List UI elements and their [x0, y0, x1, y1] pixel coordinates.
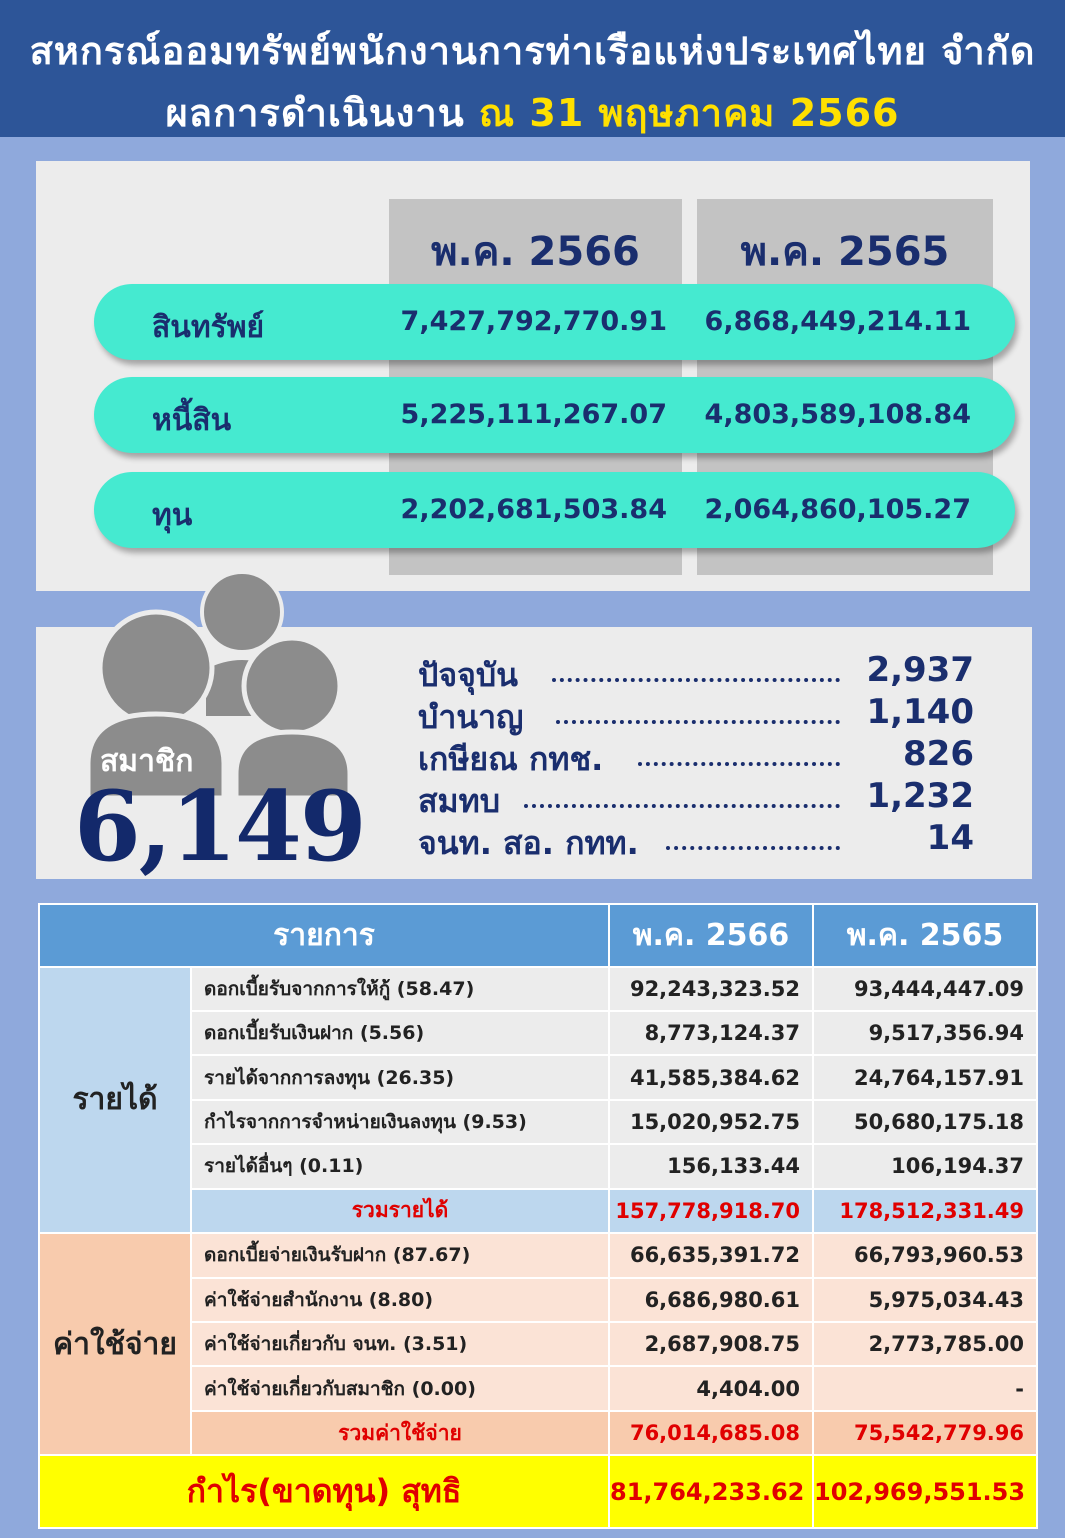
summary-value-2565: 2,064,860,105.27 — [704, 494, 971, 525]
row-value-2566: 66,635,391.72 — [609, 1233, 813, 1277]
summary-value-2566: 2,202,681,503.84 — [400, 494, 667, 525]
income-category: รายได้ — [39, 967, 191, 1234]
member-row-associate — [418, 776, 974, 818]
summary-label: หนี้สิน — [152, 403, 232, 438]
net-profit-label: กำไร(ขาดทุน) สุทธิ — [39, 1455, 609, 1528]
dotted-leader — [666, 842, 840, 850]
row-value-2565: 50,680,175.18 — [813, 1100, 1037, 1144]
table-row — [39, 1233, 1037, 1277]
summary-value-2565: 6,868,449,214.11 — [704, 306, 971, 337]
subtitle-date: ณ 31 พฤษภาคม 2566 — [478, 91, 900, 135]
balance-summary-panel — [36, 161, 1030, 591]
table-row — [39, 967, 1037, 1011]
dotted-leader — [552, 674, 840, 682]
summary-row-equity — [94, 472, 1015, 548]
row-item: ค่าใช้จ่ายเกี่ยวกับ จนท. (3.51) — [191, 1322, 609, 1366]
summary-value-2566: 5,225,111,267.07 — [400, 399, 667, 430]
expense-total-2565: 75,542,779.96 — [813, 1411, 1037, 1455]
header-2566: พ.ค. 2566 — [609, 904, 813, 967]
row-value-2566: 6,686,980.61 — [609, 1278, 813, 1322]
member-row-label: บำนาญ — [418, 698, 524, 736]
summary-label: ทุน — [152, 498, 193, 533]
row-item: กำไรจากการจำหน่ายเงินลงทุน (9.53) — [191, 1100, 609, 1144]
member-row-staff — [418, 818, 974, 860]
table-header-row — [39, 904, 1037, 967]
dotted-leader — [556, 716, 840, 724]
income-total-2565: 178,512,331.49 — [813, 1189, 1037, 1233]
expense-category: ค่าใช้จ่าย — [39, 1233, 191, 1455]
row-value-2566: 2,687,908.75 — [609, 1322, 813, 1366]
member-row-value: 2,937 — [866, 650, 974, 690]
row-value-2565: 66,793,960.53 — [813, 1233, 1037, 1277]
member-row-value: 1,232 — [866, 776, 974, 816]
row-value-2566: 4,404.00 — [609, 1366, 813, 1410]
income-total-label: รวมรายได้ — [191, 1189, 609, 1233]
row-value-2565: - — [813, 1366, 1037, 1410]
row-item: ดอกเบี้ยรับจากการให้กู้ (58.47) — [191, 967, 609, 1011]
expense-total-label: รวมค่าใช้จ่าย — [191, 1411, 609, 1455]
row-item: ดอกเบี้ยจ่ายเงินรับฝาก (87.67) — [191, 1233, 609, 1277]
member-row-value: 1,140 — [866, 692, 974, 732]
dotted-leader — [638, 758, 840, 766]
row-value-2565: 24,764,157.91 — [813, 1055, 1037, 1099]
row-item: รายได้อื่นๆ (0.11) — [191, 1144, 609, 1188]
row-item: ดอกเบี้ยรับเงินฝาก (5.56) — [191, 1011, 609, 1055]
member-row-current — [418, 650, 974, 692]
dotted-leader — [524, 800, 840, 808]
column-header-2565: พ.ค. 2565 — [740, 229, 950, 275]
member-row-label: ปัจจุบัน — [418, 656, 518, 694]
row-item: รายได้จากการลงทุน (26.35) — [191, 1055, 609, 1099]
row-item: ค่าใช้จ่ายเกี่ยวกับสมาชิก (0.00) — [191, 1366, 609, 1410]
page-subtitle — [0, 82, 1065, 143]
member-row-label: เกษียณ กทช. — [418, 740, 604, 778]
row-item: ค่าใช้จ่ายสำนักงาน (8.80) — [191, 1278, 609, 1322]
income-expense-table — [38, 903, 1038, 1529]
header-2565: พ.ค. 2565 — [813, 904, 1037, 967]
row-value-2565: 9,517,356.94 — [813, 1011, 1037, 1055]
subtitle-prefix: ผลการดำเนินงาน — [165, 91, 465, 135]
member-row-retired — [418, 734, 974, 776]
net-profit-2565: 102,969,551.53 — [813, 1455, 1037, 1528]
member-label: สมาชิก — [100, 744, 194, 779]
row-value-2566: 8,773,124.37 — [609, 1011, 813, 1055]
member-total: 6,149 — [74, 770, 365, 883]
member-row-label: สมทบ — [418, 782, 501, 820]
page-header — [0, 0, 1065, 137]
header-item: รายการ — [39, 904, 609, 967]
net-profit-row — [39, 1455, 1037, 1528]
column-header-2566: พ.ค. 2566 — [431, 229, 640, 275]
member-row-pension — [418, 692, 974, 734]
summary-value-2565: 4,803,589,108.84 — [704, 399, 971, 430]
row-value-2566: 92,243,323.52 — [609, 967, 813, 1011]
member-row-label: จนท. สอ. กทท. — [418, 824, 639, 862]
expense-total-2566: 76,014,685.08 — [609, 1411, 813, 1455]
summary-row-liabilities — [94, 377, 1015, 453]
income-total-2566: 157,778,918.70 — [609, 1189, 813, 1233]
page-title: สหกรณ์ออมทรัพย์พนักงานการท่าเรือแห่งประเทศไทย จำกัด — [29, 29, 1036, 73]
row-value-2565: 93,444,447.09 — [813, 967, 1037, 1011]
net-profit-2566: 81,764,233.62 — [609, 1455, 813, 1528]
row-value-2566: 15,020,952.75 — [609, 1100, 813, 1144]
member-row-value: 14 — [926, 818, 974, 858]
member-row-value: 826 — [903, 734, 974, 774]
summary-label: สินทรัพย์ — [152, 310, 265, 345]
row-value-2566: 156,133.44 — [609, 1144, 813, 1188]
row-value-2565: 106,194.37 — [813, 1144, 1037, 1188]
row-value-2565: 2,773,785.00 — [813, 1322, 1037, 1366]
row-value-2566: 41,585,384.62 — [609, 1055, 813, 1099]
row-value-2565: 5,975,034.43 — [813, 1278, 1037, 1322]
summary-value-2566: 7,427,792,770.91 — [400, 306, 667, 337]
summary-row-assets — [94, 284, 1015, 360]
